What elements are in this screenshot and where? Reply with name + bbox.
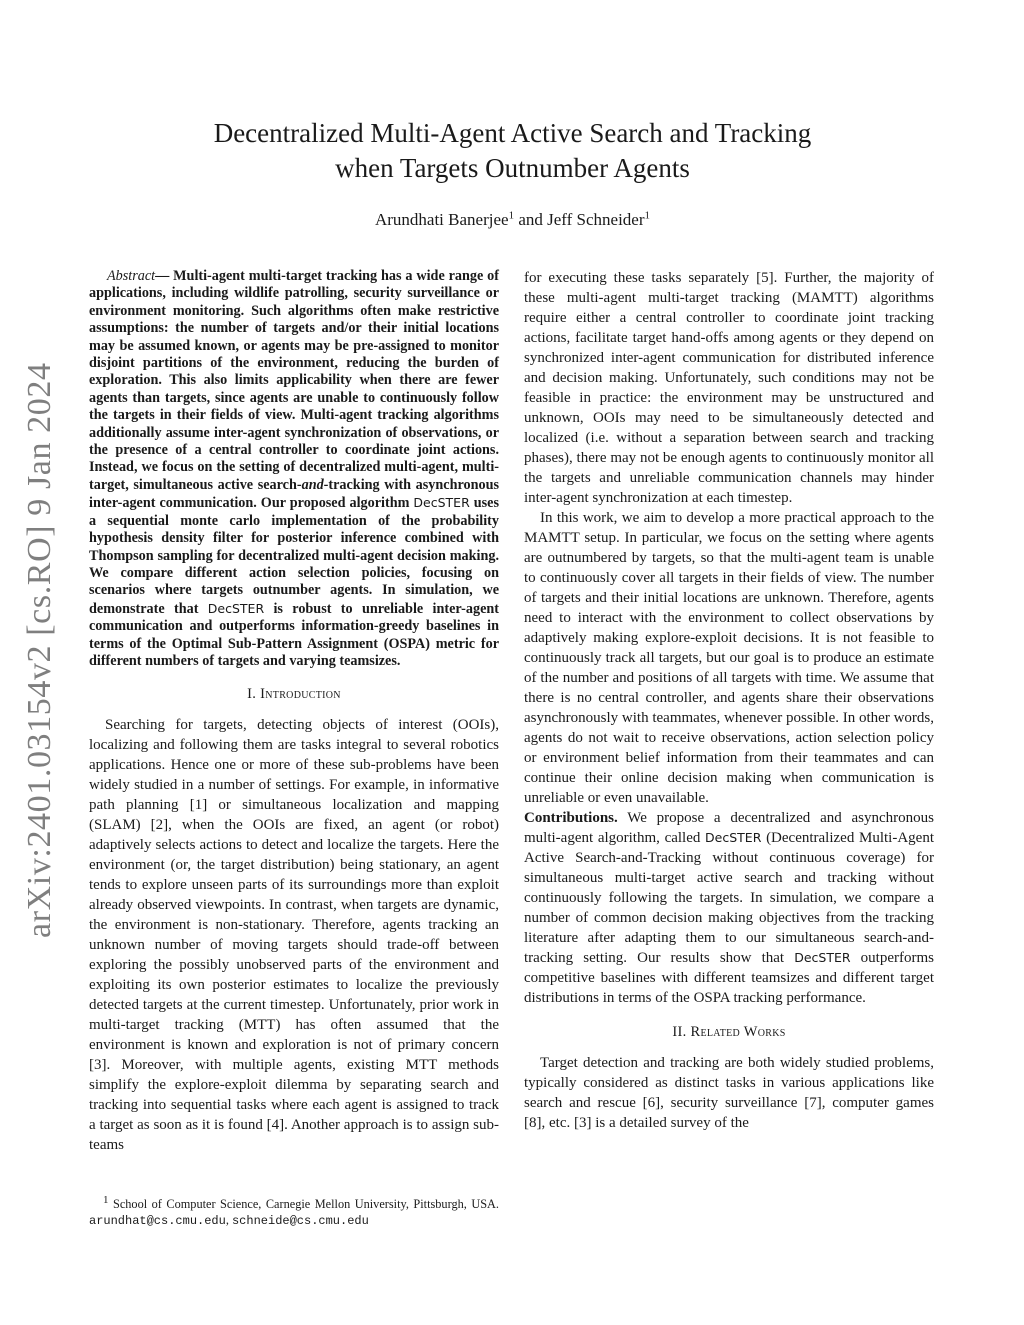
abstract-text: Multi-agent multi-target tracking has a wide range of applications, including wildlife patrolling, security surveillance or environment monitoring. Such algorithms often make restrictive assumptions: the number of targets and/or their initial locations may be assumed known, or agents may be pre-assigned to monitor disjoint partitions of the environment, reducing the burden of exploration. This also limits applicability when there are fewer agents than targets, since agents are unable to continuously follow the targets in their fields of view. Multi-agent tracking algorithms additionally assume inter-agent synchronization of observations, or the presence of a central controller to coordinate joint actions. Instead, we focus on the setting of decentralized multi-agent, multi-target, simultaneous active search- <box>89 268 500 493</box>
abstract-label: Abstract <box>107 268 156 284</box>
right-column <box>524 268 934 1133</box>
abstract-text: -tracking with asynchronous inter-agent communication. Our proposed algorithm <box>89 476 499 512</box>
title-line-2: when Targets Outnumber Agents <box>335 153 690 183</box>
body-paragraph: In this work, we aim to develop a more practical approach to the MAMTT setup. In particular, we focus on the setting where agents are outnumbered by targets, so that the multi-agent team is unable to continuously cover all targets in their fields of view. The number of targets and their initial locations are unknown. Therefore, agents need to interact with the environment to collect observations by adaptively making explore-exploit decisions. It is not feasible to continuously track all targets, but our goal is to produce an estimate of the number and positions of all targets with time. We assume that there is no central controller, and agents share their observations asynchronously with teammates, whenever possible. In other words, agents do not wait to receive observations, action selection policy or environment belief information from their teammates and can continue their online decision making when communication is unreliable or even unavailable. <box>524 510 934 806</box>
footnote-separator: , <box>225 1213 232 1227</box>
footnote-text: School of Computer Science, Carnegie Mellon University, Pittsburgh, USA. <box>108 1197 499 1211</box>
abstract-text: is robust to unreliable inter-agent communication and outperforms information-greedy baselines in terms of the Optimal Sub-Pattern Assignment (OSPA) metric for different numbers of targets and varying teamsizes. <box>89 600 499 669</box>
algorithm-name: DecSTER <box>705 830 762 845</box>
abstract-dash: — <box>155 268 174 284</box>
section-number: II. <box>672 1024 691 1040</box>
intro-paragraph: Searching for targets, detecting objects of interest (OOIs), localizing and following them are tasks integral to several robotics applications. Hence one or more of these sub-problems have been widely studied in a number of settings. For example, in informative path planning [1] or simultaneous localization and mapping (SLAM) [2], when the OOIs are fixed, an agent (or robot) adaptively selects actions to detect and localize the targets. Here the environment (or, the target distribution) being stationary, an agent tends to explore unseen parts of its surroundings more than exploit already observed viewpoints. In contrast, when targets are dynamic, the environment is non-stationary. Therefore, agents tracking an unknown number of moving targets should trade-off between exploring the possibly unobserved parts of the environment and exploiting its own posterior estimates to localize the previously detected targets at the current timestep. Unfortunately, prior work in multi-target tracking (MTT) has often assumed that the environment is known and exploration is not of primary concern [3]. Moreover, with multiple agents, existing MTT methods simplify the explore-exploit dilemma by separating search and tracking into sequential tasks where each agent is assigned to track a target as soon as it is found [4]. Another approach is to assign sub-teams <box>89 717 499 1154</box>
section-title: Introduction <box>260 686 341 703</box>
email-link[interactable]: schneide@cs.cmu.edu <box>231 1214 369 1228</box>
author-list <box>140 210 885 230</box>
affiliation-mark: 1 <box>644 209 651 222</box>
contributions-text: outperforms competitive baselines with different teamsizes and different target distributions in terms of the OSPA tracking performance. <box>524 950 934 1006</box>
paper-title <box>140 116 885 186</box>
abstract <box>89 268 499 670</box>
title-line-1: Decentralized Multi-Agent Active Search and Tracking <box>213 118 812 148</box>
contributions-paragraph <box>524 808 934 1008</box>
section-heading-introduction <box>89 686 499 703</box>
section-heading-related-works <box>524 1024 934 1041</box>
footnote <box>89 1193 499 1229</box>
left-column <box>89 268 499 1155</box>
author-name: Arundhati Banerjee <box>374 210 509 229</box>
algorithm-name: DecSTER <box>794 950 851 965</box>
abstract-text: uses a sequential monte carlo implementation of the probability hypothesis density filter for posterior inference combined with Thompson sampling for decentralized multi-agent decision making. We compare different action selection policies, focusing on scenarios where targets outnumber agents. In simulation, we demonstrate that <box>89 495 499 617</box>
section-title: Related Works <box>690 1024 786 1040</box>
algorithm-name: DecSTER <box>207 600 265 616</box>
abstract-emphasis: and <box>301 476 324 493</box>
author-name: Jeff Schneider <box>547 210 645 229</box>
email-link[interactable]: arundhat@cs.cmu.edu <box>89 1214 226 1228</box>
body-paragraph: for executing these tasks separately [5]. Further, the majority of these multi-agent multi-target tracking (MAMTT) algorithms require either a central controller to coordinate joint tracking actions, facilitate target hand-offs among agents or they depend on synchronized inter-agent communication for distributed inference and decision making. Unfortunately, such conditions may not be feasible in practice: the environment may be unstructured and unknown, OOIs may need to be simultaneously detected and localized (i.e. without a separation between search and tracking phases), there may not be enough agents to continuously monitor all the targets and unreliable communication channels may hinder inter-agent synchronization at each timestep. <box>524 270 934 506</box>
arxiv-identifier: arXiv:2401.03154v2 [cs.RO] 9 Jan 2024 <box>21 362 58 938</box>
section-number: I. <box>247 686 261 703</box>
contributions-text: We propose a decentralized and asynchronous multi-agent algorithm, called <box>524 810 934 846</box>
algorithm-name: DecSTER <box>413 495 470 511</box>
contributions-label: Contributions. <box>524 810 618 826</box>
affiliation-mark: 1 <box>508 209 515 222</box>
body-paragraph: Target detection and tracking are both widely studied problems, typically considered as distinct tasks in various applications like search and rescue [6], security surveillance [7], computer games [8], etc. [3] is a detailed survey of the <box>524 1055 934 1131</box>
contributions-text: (Decentralized Multi-Agent Active Search-and-Tracking without continuous coverage) for simultaneous multi-target active search and tracking without continuously following the targets. In simulation, we compare a number of common decision making objectives from the tracking literature after adapting them to our simultaneous search-and-tracking setting. Our results show that <box>524 830 934 966</box>
footnote-mark: 1 <box>103 1193 109 1206</box>
author-separator: and <box>514 210 548 229</box>
